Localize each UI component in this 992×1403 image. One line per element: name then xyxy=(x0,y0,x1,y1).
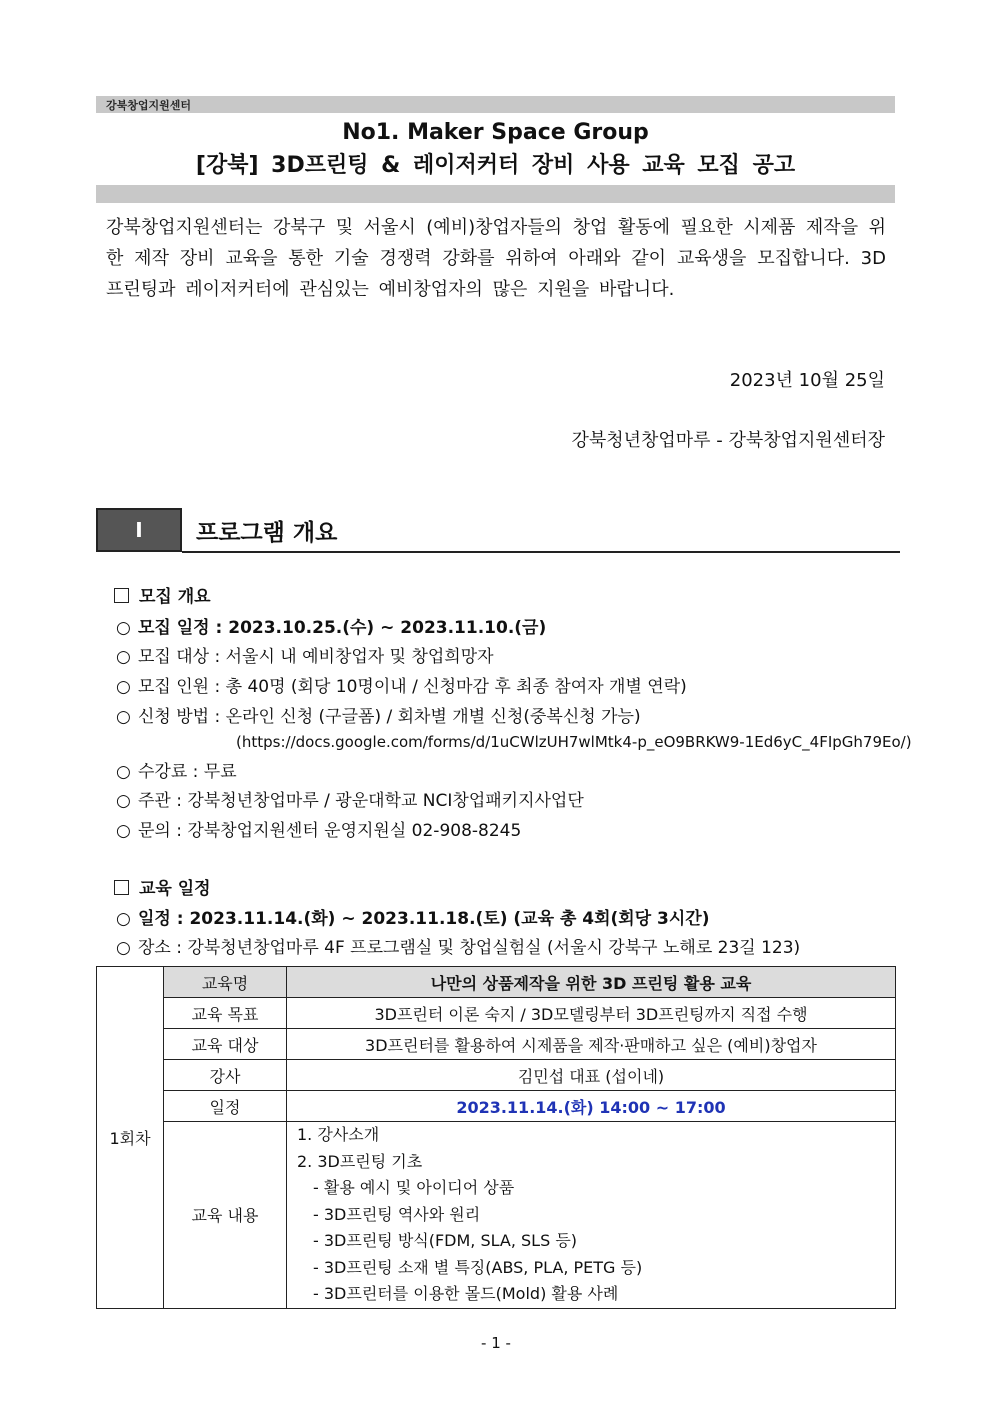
content-item: - 3D프린팅 방식(FDM, SLA, SLS 등) xyxy=(313,1231,578,1250)
content-list xyxy=(287,1122,896,1309)
content-item: - 활용 예시 및 아이디어 상품 xyxy=(313,1178,515,1197)
content-item: 2. 3D프린팅 기초 xyxy=(297,1151,423,1171)
list-item: ○ 신청 방법 : 온라인 신청 (구글폼) / 회차별 개별 신청(중복신청 가능) xyxy=(116,707,641,727)
circle-bullet-icon: ○ xyxy=(116,677,131,697)
title-line-2: [강북] 3D프린팅 & 레이저커터 장비 사용 교육 모집 공고 xyxy=(195,153,796,178)
list-item: ○ 장소 : 강북청년창업마루 4F 프로그램실 및 창업실험실 (서울시 강북구 노해로 23길 123) xyxy=(116,938,801,958)
row-value: 3D프린터를 활용하여 시제품을 제작·판매하고 싶은 (예비)창업자 xyxy=(287,1029,896,1060)
row-label: 교육 목표 xyxy=(164,998,287,1029)
intro-paragraph: 강북창업지원센터는 강북구 및 서울시 (예비)창업자들의 창업 활동에 필요한 시제품 제작을 위한 제작 장비 교육을 통한 기술 경쟁력 강화를 위하여 아래와 같이 교육생을 모집합니다. 3D프린팅과 레이저커터에 관심있는 예비창업자의 많은 지원을 바랍니다. xyxy=(106,217,886,300)
table-row xyxy=(97,1122,896,1309)
row-label: 교육 내용 xyxy=(164,1122,287,1309)
title-divider xyxy=(96,185,895,203)
row-value: 나만의 상품제작을 위한 3D 프린팅 활용 교육 xyxy=(287,967,896,998)
section-title: 프로그램 개요 xyxy=(196,520,338,546)
row-value: 2023.11.14.(화) 14:00 ~ 17:00 xyxy=(287,1091,896,1122)
circle-bullet-icon: ○ xyxy=(116,821,131,841)
schedule-table xyxy=(96,966,896,1309)
list-item: ○ 일정 : 2023.11.14.(화) ~ 2023.11.18.(토) (교육 총 4회(회당 3시간) xyxy=(116,909,710,929)
title-line-1: No1. Maker Space Group xyxy=(342,120,649,145)
list-item: ○ 문의 : 강북창업지원센터 운영지원실 02-908-8245 xyxy=(116,821,522,841)
table-row xyxy=(97,1091,896,1122)
circle-bullet-icon: ○ xyxy=(116,762,131,782)
signature: 강북청년창업마루 - 강북창업지원센터장 xyxy=(571,430,885,451)
section-number: I xyxy=(96,508,182,552)
recruit-heading: 모집 개요 xyxy=(114,582,211,607)
circle-bullet-icon: ○ xyxy=(116,909,131,929)
circle-bullet-icon: ○ xyxy=(116,707,131,727)
row-label: 강사 xyxy=(164,1060,287,1091)
row-value: 3D프린터 이론 숙지 / 3D모델링부터 3D프린팅까지 직접 수행 xyxy=(287,998,896,1029)
list-item: ○ 수강료 : 무료 xyxy=(116,762,237,782)
table-row xyxy=(97,998,896,1029)
row-label: 교육명 xyxy=(164,967,287,998)
table-row xyxy=(97,1060,896,1091)
content-item: 1. 강사소개 xyxy=(297,1125,380,1144)
square-bullet-icon xyxy=(114,588,129,603)
table-row xyxy=(97,967,896,998)
header-bar xyxy=(96,96,895,113)
row-value: 김민섭 대표 (섭이네) xyxy=(287,1060,896,1091)
section-underline xyxy=(182,551,900,553)
circle-bullet-icon: ○ xyxy=(116,647,131,667)
header-org: 강북창업지원센터 xyxy=(106,99,192,112)
circle-bullet-icon: ○ xyxy=(116,938,131,958)
circle-bullet-icon: ○ xyxy=(116,618,131,638)
circle-bullet-icon: ○ xyxy=(116,791,131,811)
table-row xyxy=(97,1029,896,1060)
content-item: - 3D프린팅 소재 별 특징(ABS, PLA, PETG 등) xyxy=(313,1257,643,1277)
page-number: - 1 - xyxy=(481,1334,511,1352)
list-item: ○ 주관 : 강북청년창업마루 / 광운대학교 NCI창업패키지사업단 xyxy=(116,791,584,811)
announcement-date: 2023년 10월 25일 xyxy=(729,370,885,391)
education-heading: 교육 일정 xyxy=(114,874,211,899)
application-link[interactable]: (https://docs.google.com/forms/d/1uCWlzUH7wlMtk4-p_eO9BRKW9-1Ed6yC_4FIpGh79Eo/) xyxy=(236,733,912,751)
content-item: - 3D프린팅 역사와 원리 xyxy=(313,1204,481,1224)
square-bullet-icon xyxy=(114,880,129,895)
row-label: 일정 xyxy=(164,1091,287,1122)
list-item: ○ 모집 일정 : 2023.10.25.(수) ~ 2023.11.10.(금) xyxy=(116,618,547,638)
row-label: 교육 대상 xyxy=(164,1029,287,1060)
content-item: - 3D프린터를 이용한 몰드(Mold) 활용 사례 xyxy=(313,1284,619,1303)
session-cell: 1회차 xyxy=(97,967,164,1309)
list-item: ○ 모집 대상 : 서울시 내 예비창업자 및 창업희망자 xyxy=(116,647,494,667)
list-item: ○ 모집 인원 : 총 40명 (회당 10명이내 / 신청마감 후 최종 참여자 개별 연락) xyxy=(116,677,687,697)
